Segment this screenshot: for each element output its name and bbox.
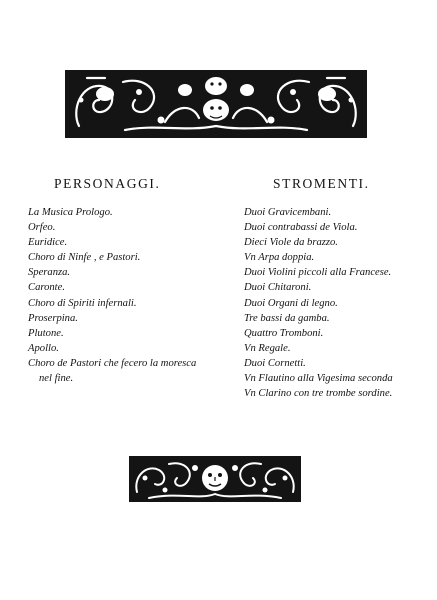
personaggio-item: Euridice. bbox=[28, 237, 68, 249]
stromento-item: Duoi Chitaroni. bbox=[244, 282, 312, 294]
personaggio-item: Plutone. bbox=[28, 327, 64, 339]
stromento-item: Duoi Gravicembani. bbox=[244, 207, 332, 218]
stromento-item: Vn Clarino con tre trombe sordine. bbox=[244, 388, 393, 400]
personaggio-item-continuation: nel fine. bbox=[39, 373, 74, 385]
personaggio-item: Choro di Spiriti infernali. bbox=[28, 297, 137, 309]
stromento-item: Vn Regale. bbox=[244, 342, 291, 354]
personaggi-list bbox=[28, 205, 228, 386]
stromento-item: Duoi Violini piccoli alla Francese. bbox=[244, 267, 392, 279]
stromento-item: Duoi Organi di legno. bbox=[244, 297, 338, 309]
stromento-item: Tre bassi da gamba. bbox=[244, 312, 330, 324]
stromento-item: Vn Arpa doppia. bbox=[244, 252, 315, 264]
stromento-item: Duoi contrabassi de Viola. bbox=[244, 222, 358, 234]
personaggio-item: Apollo. bbox=[28, 342, 59, 354]
personaggio-item: Orfeo. bbox=[28, 222, 56, 234]
stromento-item: Duoi Cornetti. bbox=[244, 357, 306, 369]
personaggio-item: Caronte. bbox=[28, 282, 65, 294]
headpiece-ornament bbox=[65, 70, 367, 138]
personaggio-item: La Musica Prologo. bbox=[28, 207, 113, 218]
stromento-item: Vn Flautino alla Vigesima seconda bbox=[244, 373, 393, 385]
tailpiece-ornament bbox=[129, 456, 301, 502]
stromento-item: Quattro Tromboni. bbox=[244, 327, 324, 339]
personaggio-item: Choro de Pastori che fecero la moresca bbox=[28, 357, 197, 369]
personaggio-item: Speranza. bbox=[28, 267, 71, 279]
personaggio-item: Proserpina. bbox=[28, 312, 78, 324]
personaggi-heading: PERSONAGGI. bbox=[54, 176, 161, 191]
stromenti-heading: STROMENTI. bbox=[273, 176, 370, 191]
stromenti-list bbox=[244, 205, 434, 401]
stromento-item: Dieci Viole da brazzo. bbox=[244, 237, 338, 249]
personaggio-item: Choro di Ninfe , e Pastori. bbox=[28, 252, 141, 264]
